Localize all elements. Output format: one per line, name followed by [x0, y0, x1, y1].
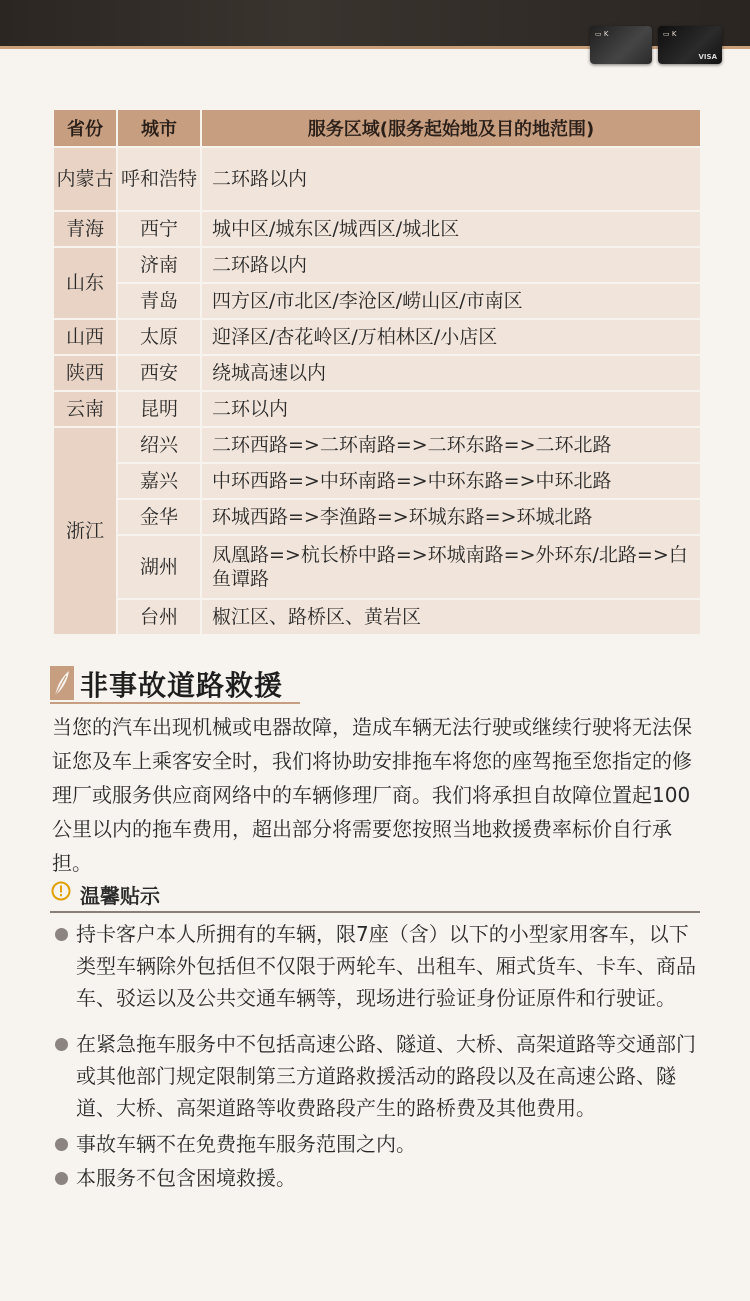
area-cell: 绕城高速以内 [201, 355, 701, 391]
feather-icon [50, 666, 74, 700]
city-cell: 西安 [117, 355, 201, 391]
area-cell: 二环路以内 [201, 147, 701, 211]
city-cell: 台州 [117, 599, 201, 635]
city-cell: 太原 [117, 319, 201, 355]
list-item [52, 1162, 702, 1194]
table-row [53, 599, 701, 635]
header-city: 城市 [117, 109, 201, 147]
area-cell: 四方区/市北区/李沧区/崂山区/市南区 [201, 283, 701, 319]
city-cell: 昆明 [117, 391, 201, 427]
province-cell: 云南 [53, 391, 117, 427]
table-row [53, 247, 701, 283]
city-cell: 西宁 [117, 211, 201, 247]
table-row [53, 463, 701, 499]
card-brand: ▭ K [663, 30, 677, 38]
section-body: 当您的汽车出现机械或电器故障，造成车辆无法行驶或继续行驶将无法保证您及车上乘客安全时，我们将协助安排拖车将您的座驾拖至您指定的修理厂或服务供应商网络中的车辆修理厂商。我们将承担自故障位置起100公里以内的拖车费用，超出部分将需要您按照当地救援费率标价自行承担。 [52, 715, 692, 875]
list-item [52, 1028, 702, 1124]
section-underline [50, 702, 300, 704]
city-cell: 金华 [117, 499, 201, 535]
header-area: 服务区域(服务起始地及目的地范围) [201, 109, 701, 147]
area-cell: 凤凰路=>杭长桥中路=>环城南路=>外环东/北路=>白鱼谭路 [201, 535, 701, 599]
table-row [53, 427, 701, 463]
tip-text: 本服务不包含困境救援。 [76, 1166, 296, 1190]
bullet-dot-icon [55, 928, 68, 941]
bank-card-image [658, 26, 722, 64]
list-item [52, 1128, 702, 1160]
province-cell: 青海 [53, 211, 117, 247]
tips-list [52, 918, 702, 1194]
area-cell: 城中区/城东区/城西区/城北区 [201, 211, 701, 247]
area-cell: 二环路以内 [201, 247, 701, 283]
header-province: 省份 [53, 109, 117, 147]
area-cell: 椒江区、路桥区、黄岩区 [201, 599, 701, 635]
tips-divider [50, 911, 700, 913]
table-row [53, 211, 701, 247]
province-cell: 山西 [53, 319, 117, 355]
city-cell: 呼和浩特 [117, 147, 201, 211]
service-area-table [52, 108, 702, 636]
area-cell: 二环西路=>二环南路=>二环东路=>二环北路 [201, 427, 701, 463]
bank-card-image [590, 26, 652, 64]
tips-title: 温馨贴示 [80, 884, 160, 908]
table-row [53, 499, 701, 535]
area-cell: 环城西路=>李渔路=>环城东路=>环城北路 [201, 499, 701, 535]
table-header-row [53, 109, 701, 147]
province-cell: 内蒙古 [53, 147, 117, 211]
city-cell: 青岛 [117, 283, 201, 319]
bullet-dot-icon [55, 1138, 68, 1151]
table-row [53, 391, 701, 427]
tip-text: 在紧急拖车服务中不包括高速公路、隧道、大桥、高架道路等交通部门或其他部门规定限制第三方道路救援活动的路段以及在高速公路、隧道、大桥、高架道路等收费路段产生的路桥费及其他费用。 [76, 1032, 696, 1120]
table-row [53, 319, 701, 355]
bullet-dot-icon [55, 1038, 68, 1051]
table-row [53, 283, 701, 319]
area-cell: 中环西路=>中环南路=>中环东路=>中环北路 [201, 463, 701, 499]
bullet-dot-icon [55, 1172, 68, 1185]
city-cell: 嘉兴 [117, 463, 201, 499]
tip-text: 事故车辆不在免费拖车服务范围之内。 [76, 1132, 416, 1156]
table-row [53, 147, 701, 211]
list-item [52, 918, 702, 1014]
card-network-mark: VISA [698, 53, 717, 61]
table-row [53, 355, 701, 391]
province-cell: 陕西 [53, 355, 117, 391]
area-cell: 二环以内 [201, 391, 701, 427]
city-cell: 济南 [117, 247, 201, 283]
province-cell: 山东 [53, 247, 117, 319]
area-cell: 迎泽区/杏花岭区/万柏林区/小店区 [201, 319, 701, 355]
exclamation-circle-icon [51, 881, 71, 901]
tip-text: 持卡客户本人所拥有的车辆，限7座（含）以下的小型家用客车，以下类型车辆除外包括但不仅限于两轮车、出租车、厢式货车、卡车、商品车、驳运以及公共交通车辆等，现场进行验证身份证原件和行驶证。 [76, 922, 696, 1010]
section-title: 非事故道路救援 [80, 669, 284, 702]
city-cell: 绍兴 [117, 427, 201, 463]
city-cell: 湖州 [117, 535, 201, 599]
card-brand: ▭ K [595, 30, 609, 38]
table-row [53, 535, 701, 599]
province-cell: 浙江 [53, 427, 117, 635]
